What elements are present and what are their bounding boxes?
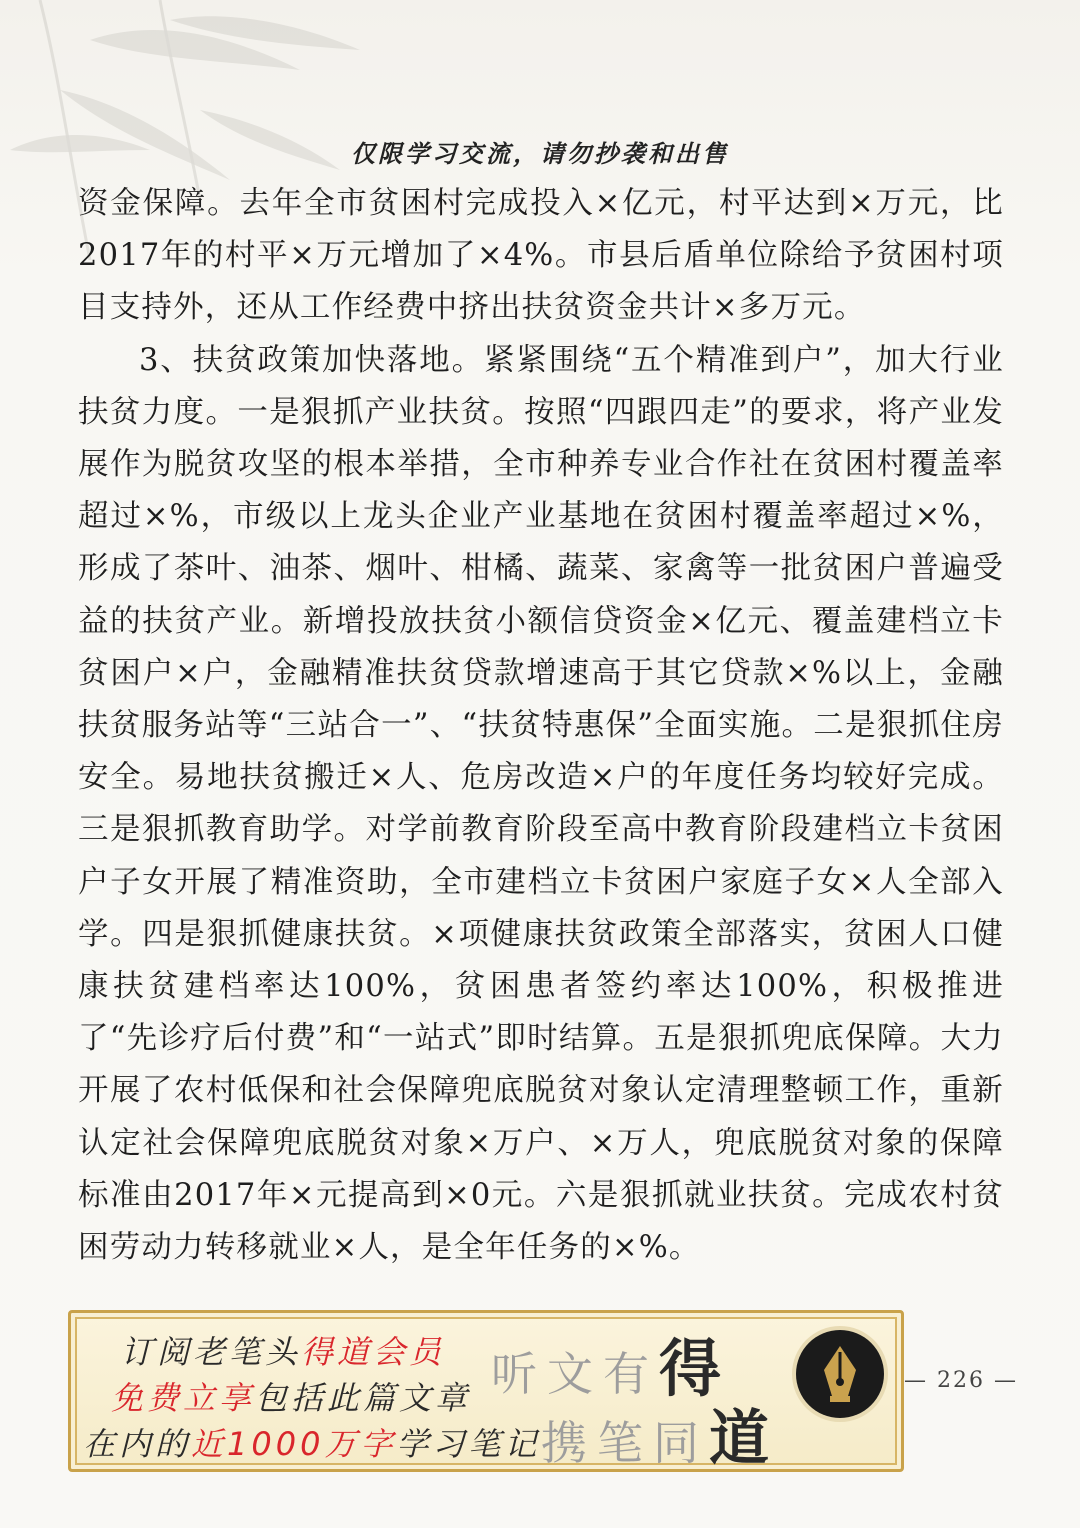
brush-text-strong: 道 — [709, 1404, 779, 1474]
promo-text: 包括此篇文章 — [255, 1379, 472, 1417]
promo-highlight: 得道会员 — [301, 1333, 446, 1371]
brush-text-strong: 得 — [659, 1332, 732, 1405]
promo-text: 订阅老笔头 — [121, 1333, 302, 1371]
brush-text: 听文有 — [491, 1347, 659, 1401]
promo-line-1 — [121, 1327, 445, 1373]
paragraph-2: 3、扶贫政策加快落地。紧紧围绕“五个精准到户”，加大行业扶贫力度。一是狠抓产业扶贫。按照“四跟四走”的要求，将产业发展作为脱贫攻坚的根本举措，全市种养专业合作社在贫困村覆盖率超过×%，市级以上龙头企业产业基地在贫困村覆盖率超过×%，形成了茶叶、油茶、烟叶、柑橘、蔬菜、家禽等一批贫困户普遍受益的扶贫产业。新增投放扶贫小额信贷资金×亿元、覆盖建档立卡贫困户×户，金融精准扶贫贷款增速高于其它贷款×%以上，金融扶贫服务站等“三站合一”、“扶贫特惠保”全面实施。二是狠抓住房安全。易地扶贫搬迁×人、危房改造×户的年度任务均较好完成。三是狠抓教育助学。对学前教育阶段至高中教育阶段建档立卡贫困户子女开展了精准资助，全市建档立卡贫困户家庭子女×人全部入学。四是狠抓健康扶贫。×项健康扶贫政策全部落实，贫困人口健康扶贫建档率达100%，贫困患者签约率达100%，积极推进了“先诊疗后付费”和“一站式”即时结算。五是狠抓兜底保障。大力开展了农村低保和社会保障兜底脱贫对象认定清理整顿工作，重新认定社会保障兜底脱贫对象×万户、×万人，兜底脱贫对象的保障标准由2017年×元提高到×0元。六是狠抓就业扶贫。完成农村贫困劳动力转移就业×人，是全年任务的×%。 — [78, 342, 1004, 1266]
promo-line-2 — [111, 1373, 471, 1419]
brush-slogan-bottom — [541, 1391, 779, 1477]
promo-text: 在内的 — [83, 1425, 192, 1463]
promo-text: 学习笔记 — [396, 1425, 541, 1463]
page-number: — 226 — — [904, 1368, 1018, 1393]
fountain-pen-nib-icon[interactable] — [796, 1330, 884, 1418]
promo-highlight: 免费立享 — [111, 1379, 256, 1417]
promo-line-3 — [83, 1419, 540, 1465]
promo-banner[interactable] — [68, 1310, 904, 1472]
watermark-header: 仅限学习交流，请勿抄袭和出售 — [351, 139, 729, 168]
brush-text: 携笔同 — [541, 1416, 709, 1470]
paragraph-1: 资金保障。去年全市贫困村完成投入×亿元，村平达到×万元，比2017年的村平×万元增加了×4%。市县后盾单位除给予贫困村项目支持外，还从工作经费中挤出扶贫资金共计×多万元。 — [78, 186, 1004, 326]
promo-highlight: 近1000万字 — [191, 1425, 397, 1463]
article-body — [78, 178, 1004, 1274]
